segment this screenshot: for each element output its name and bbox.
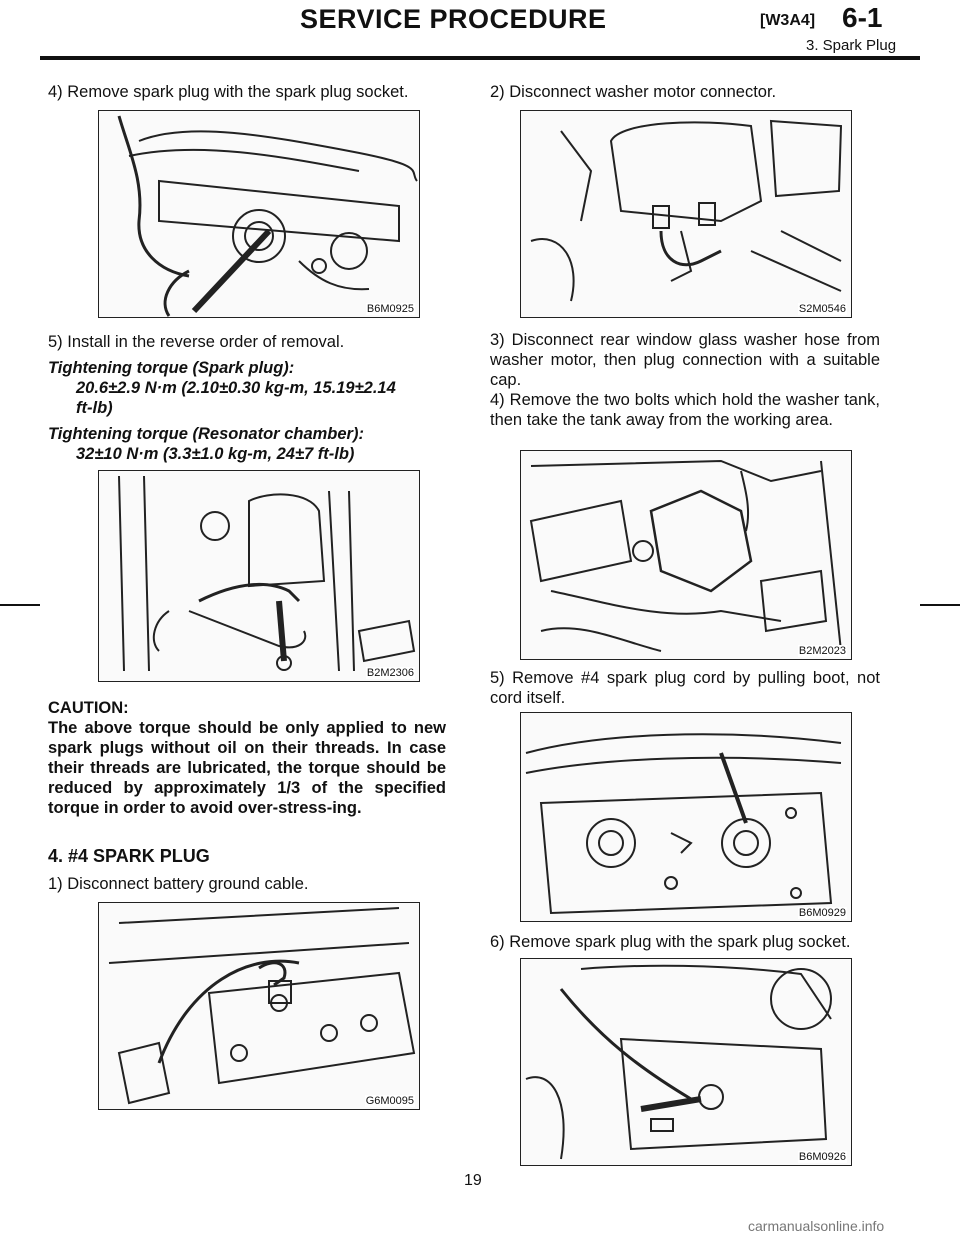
- torque-value-spark-plug-unit: ft-lb): [76, 399, 113, 417]
- torque-label-resonator: Tightening torque (Resonator chamber):: [48, 425, 364, 443]
- figure-code: B6M0929: [798, 907, 846, 919]
- watermark: carmanualsonline.info: [748, 1218, 885, 1234]
- line-drawing-icon: [99, 903, 419, 1109]
- header-rule: [40, 56, 920, 60]
- line-drawing-icon: [521, 451, 851, 659]
- crop-mark-right: [920, 604, 960, 606]
- page-number: 19: [464, 1172, 482, 1189]
- torque-value-resonator: 32±10 N·m (3.3±1.0 kg-m, 24±7 ft-lb): [76, 445, 355, 463]
- figure-washer-connector: [520, 110, 852, 318]
- line-drawing-icon: [521, 111, 851, 317]
- caution-text: The above torque should be only applied to new spark plugs without oil on their threads. In case their threads are lubricated, the torque should be reduced by approximately 1/3 of the specified torque in order to avoid over-stress-ing.: [48, 719, 446, 817]
- line-drawing-icon: [521, 959, 851, 1165]
- torque-value-spark-plug: 20.6±2.9 N·m (2.10±0.30 kg-m, 15.19±2.14: [76, 379, 396, 397]
- figure-washer-tank: [520, 450, 852, 660]
- step-5-text: 5) Install in the reverse order of removal.: [48, 333, 345, 351]
- section-code: [W3A4]: [760, 12, 816, 29]
- step-5-right-text: 5) Remove #4 spark plug cord by pulling boot, not cord itself.: [490, 669, 880, 707]
- line-drawing-icon: [99, 111, 419, 317]
- step-6-text: 6) Remove spark plug with the spark plug socket.: [490, 933, 851, 951]
- figure-install-spark-plug: [98, 470, 420, 682]
- figure-battery-cable: [98, 902, 420, 1110]
- figure-code: B6M0926: [798, 1151, 846, 1163]
- figure-code: S2M0546: [798, 303, 846, 315]
- step-4-right-text: 4) Remove the two bolts which hold the washer tank, then take the tank away from the working area.: [490, 391, 880, 429]
- step-3-text: 3) Disconnect rear window glass washer hose from washer motor, then plug connection with a suitable cap.: [490, 331, 880, 389]
- crop-mark-left: [0, 604, 40, 606]
- figure-remove-plug-socket: [520, 958, 852, 1166]
- step-4-text: 4) Remove spark plug with the spark plug socket.: [48, 83, 409, 101]
- step-1-text: 1) Disconnect battery ground cable.: [48, 875, 309, 893]
- figure-code: G6M0095: [365, 1095, 414, 1107]
- figure-code: B2M2023: [798, 645, 846, 657]
- section-heading: 4. #4 SPARK PLUG: [48, 846, 210, 866]
- section-subtitle: 3. Spark Plug: [806, 37, 897, 54]
- figure-code: B2M2306: [366, 667, 414, 679]
- figure-remove-spark-plug: [98, 110, 420, 318]
- line-drawing-icon: [99, 471, 419, 681]
- caution-title: CAUTION:: [48, 699, 129, 717]
- torque-label-spark-plug: Tightening torque (Spark plug):: [48, 359, 295, 377]
- step-2-text: 2) Disconnect washer motor connector.: [490, 83, 777, 101]
- figure-spark-plug-cord: [520, 712, 852, 922]
- figure-code: B6M0925: [366, 303, 414, 315]
- line-drawing-icon: [521, 713, 851, 921]
- section-number: 6-1: [842, 2, 883, 33]
- page-title: SERVICE PROCEDURE: [300, 4, 607, 34]
